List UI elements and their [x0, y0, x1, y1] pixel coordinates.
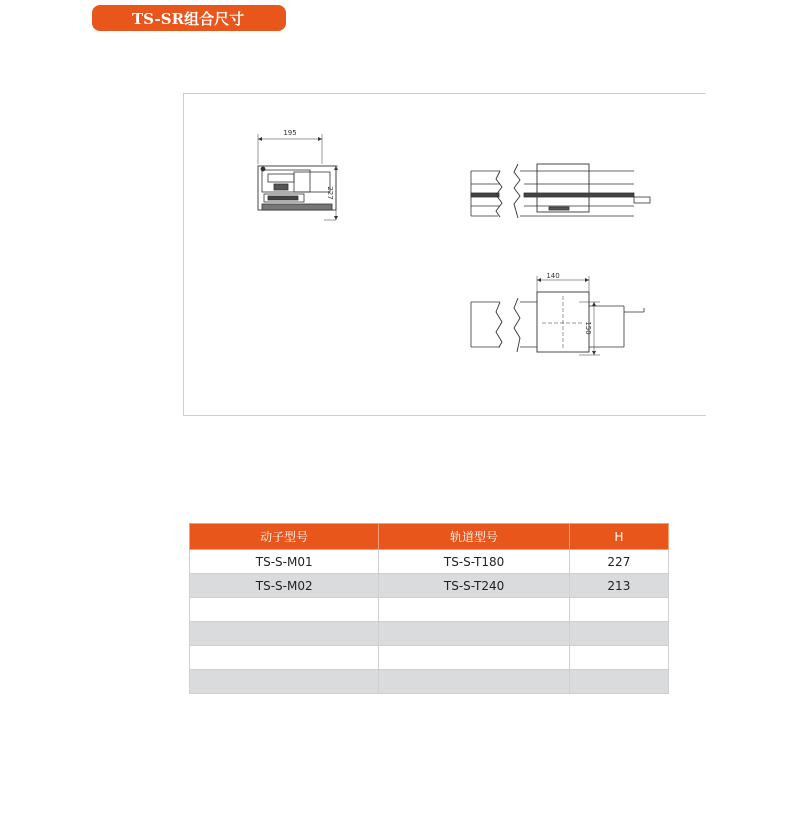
column-header-track: 轨道型号	[379, 524, 569, 550]
cell-h: 227	[569, 550, 668, 574]
table-row	[190, 646, 669, 670]
cell-mover: TS-S-M01	[190, 550, 379, 574]
cell-track	[379, 598, 569, 622]
cell-track	[379, 646, 569, 670]
cell-h: 213	[569, 574, 668, 598]
dimension-drawing	[183, 93, 706, 416]
table-row	[190, 622, 669, 646]
cell-track	[379, 670, 569, 694]
cell-track: TS-S-T240	[379, 574, 569, 598]
table-header-row	[190, 524, 669, 550]
cell-track	[379, 622, 569, 646]
cell-h	[569, 598, 668, 622]
table-row	[190, 550, 669, 574]
table-row	[190, 574, 669, 598]
section-title: TS-SR组合尺寸	[92, 5, 286, 31]
spec-table	[189, 523, 669, 694]
cell-mover	[190, 622, 379, 646]
cell-h	[569, 622, 668, 646]
cell-h	[569, 646, 668, 670]
cell-h	[569, 670, 668, 694]
cell-track: TS-S-T180	[379, 550, 569, 574]
front-width-label: 195	[283, 129, 297, 137]
cell-mover	[190, 598, 379, 622]
table-row	[190, 670, 669, 694]
cell-mover: TS-S-M02	[190, 574, 379, 598]
column-header-h: H	[569, 524, 668, 550]
table-row	[190, 598, 669, 622]
side-view	[471, 164, 650, 218]
front-view	[258, 129, 338, 220]
column-header-mover: 动子型号	[190, 524, 379, 550]
top-height-label: 150	[584, 321, 592, 335]
cell-mover	[190, 646, 379, 670]
cell-mover	[190, 670, 379, 694]
top-view	[471, 272, 644, 355]
front-height-label: 227	[326, 186, 334, 200]
top-length-label: 140	[546, 272, 560, 280]
